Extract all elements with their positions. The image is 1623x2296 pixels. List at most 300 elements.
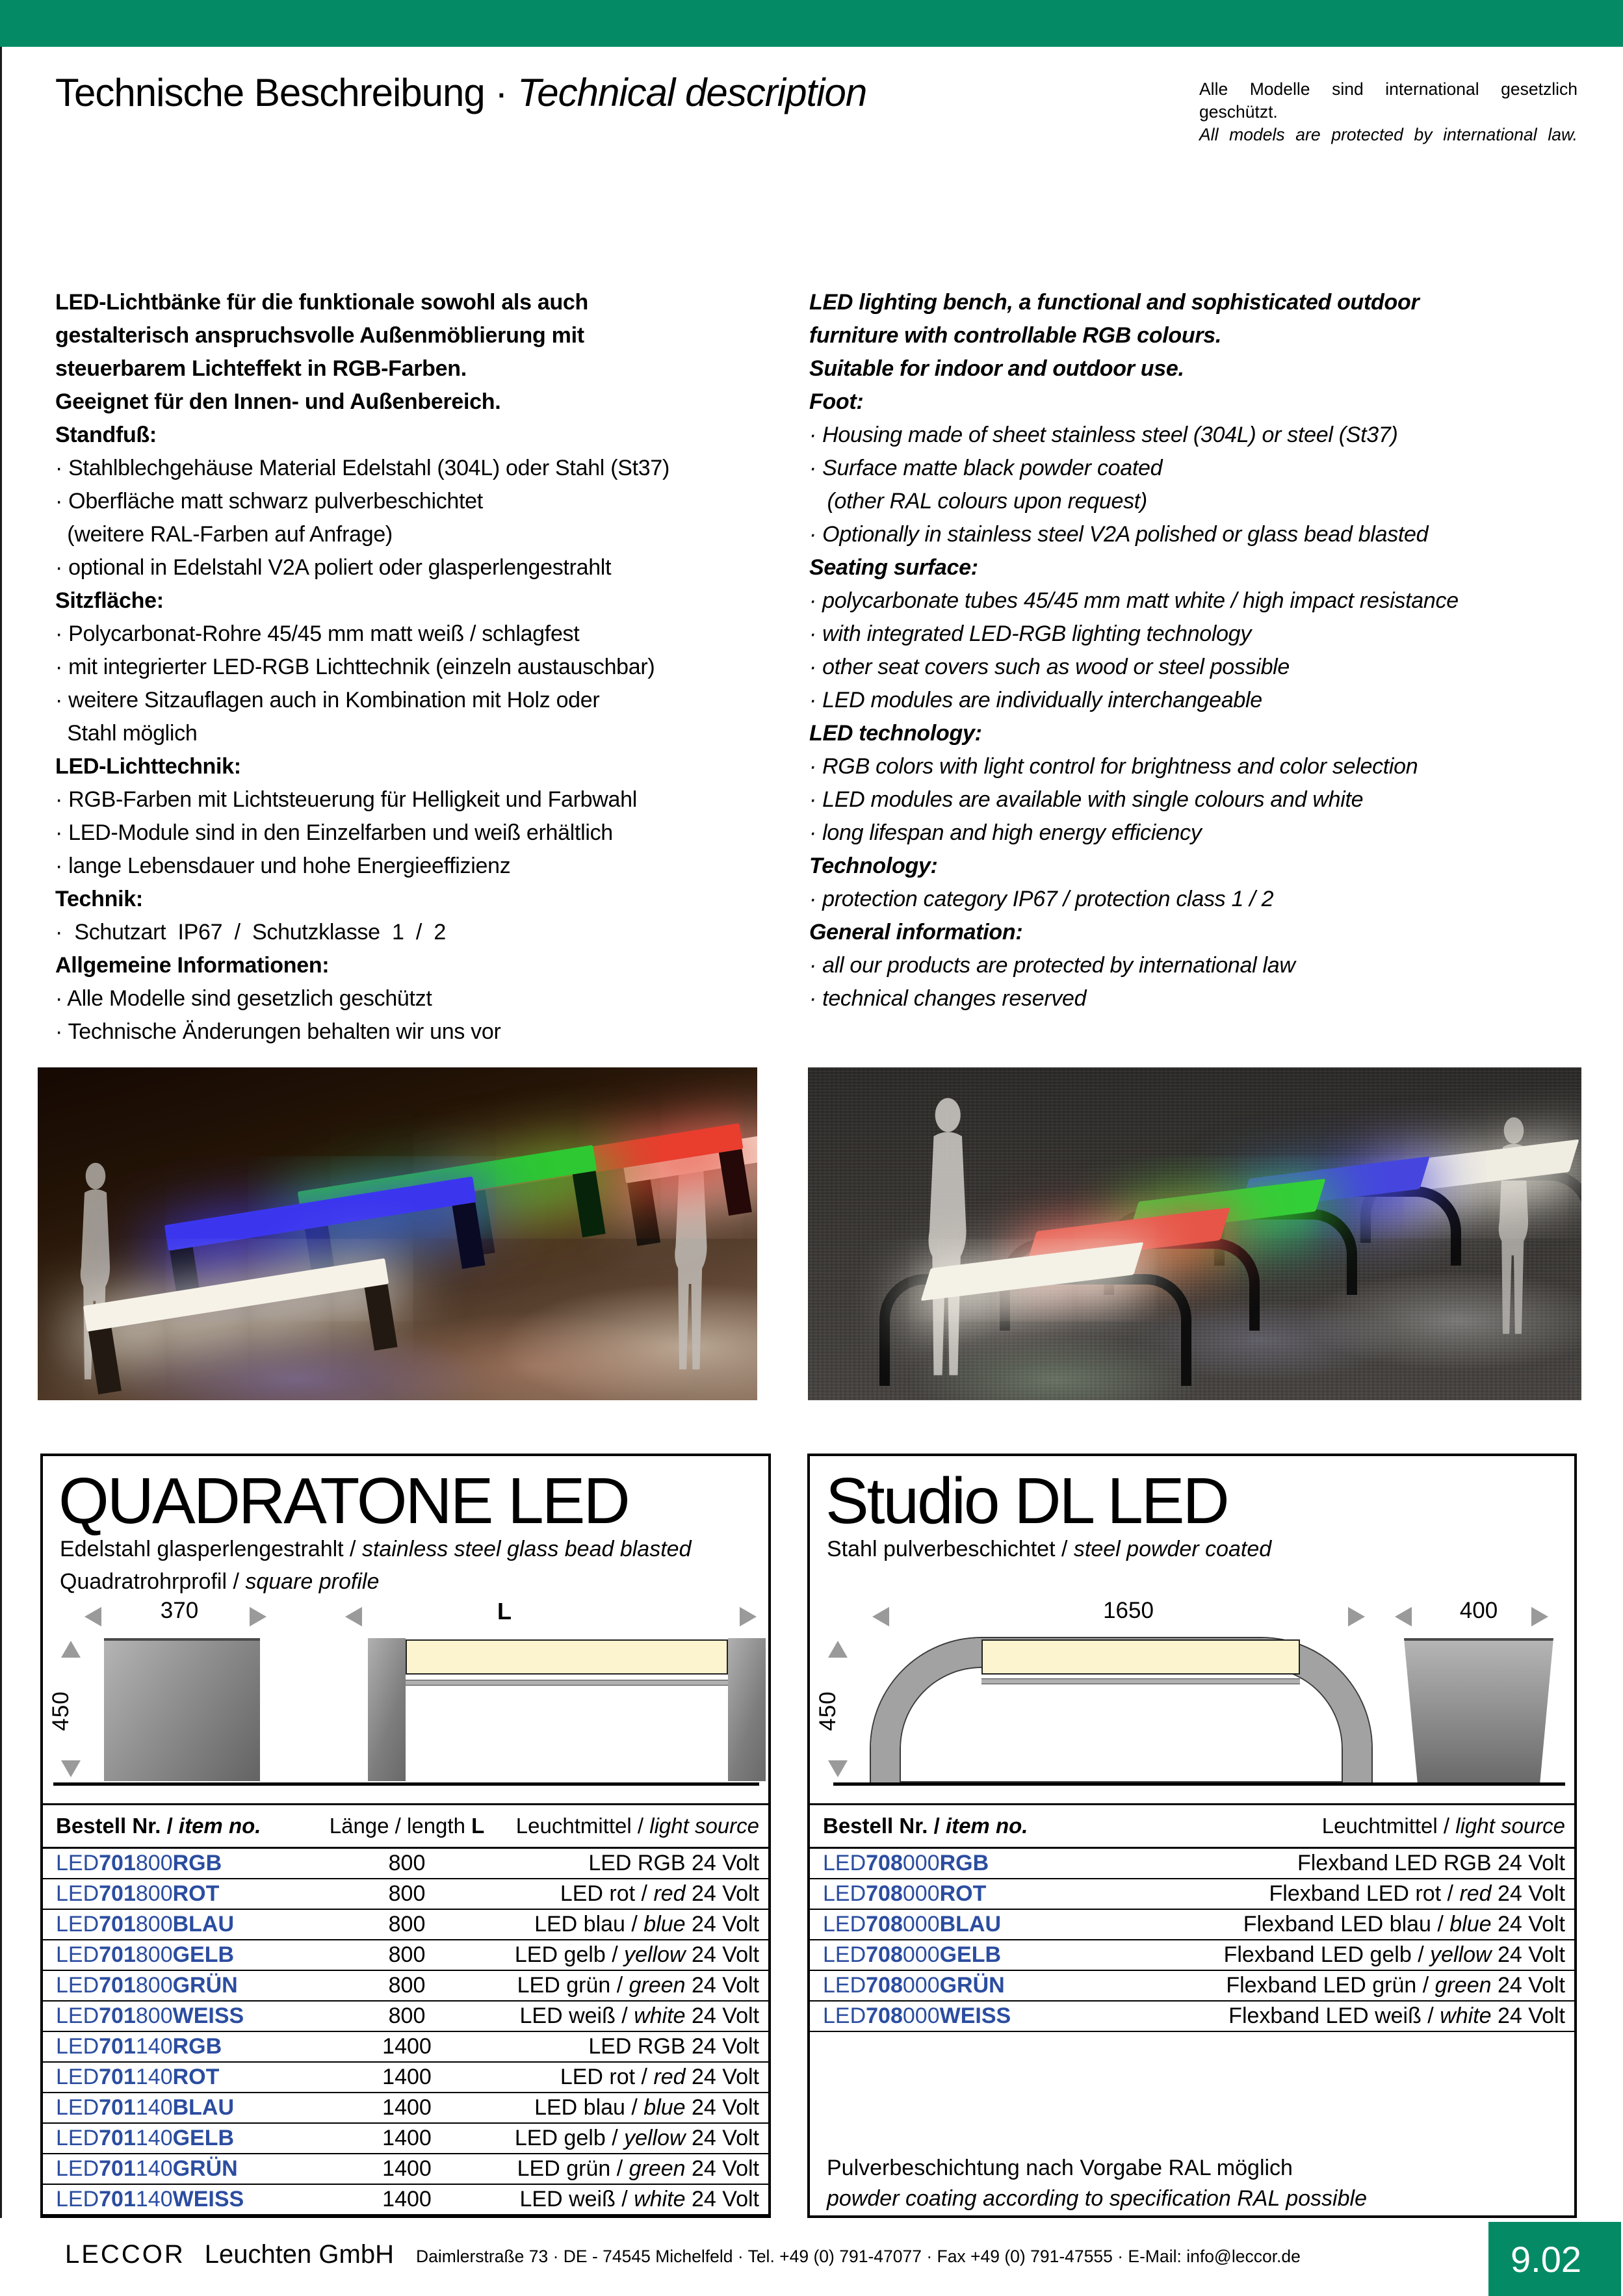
text-line: · Schutzart IP67 / Schutzklasse 1 / 2 [55, 920, 446, 945]
arrow-down-icon [828, 1760, 848, 1777]
text-line: · RGB-Farben mit Lichtsteuerung für Helligkeit und Farbwahl [55, 787, 638, 812]
text-segment: 800 [135, 2003, 173, 2028]
text-segment: ROT [939, 1881, 987, 1906]
text-line: Geeignet für den Innen- und Außenbereich. [55, 389, 501, 414]
page-number: 9.02 [1511, 2238, 1581, 2280]
text-segment: 24 Volt [685, 2126, 759, 2150]
seat-underline [981, 1678, 1300, 1684]
text-segment: 800 [135, 1973, 173, 1998]
text-line: (weitere RAL-Farben auf Anfrage) [55, 522, 393, 547]
company-name [65, 2240, 394, 2269]
length-cell: 800 [388, 1973, 426, 1998]
text-line: · LED modules are available with single colours and white [809, 787, 1364, 812]
text-line: Technik: [55, 887, 143, 911]
dim-height-label: 450 [48, 1691, 73, 1731]
text-segment: LED blau / [534, 2095, 644, 2120]
intro-text-english [809, 286, 1583, 1015]
text-segment: LED [56, 2126, 99, 2150]
text-segment: Länge / length [329, 1814, 472, 1838]
dim-height-label: 450 [815, 1691, 840, 1731]
text-line: · polycarbonate tubes 45/45 mm matt white / high impact resistance [809, 588, 1459, 613]
text-segment: white [634, 2003, 686, 2028]
foot-end-view [104, 1638, 260, 1781]
page-title-en: Technical description [517, 71, 867, 114]
text-segment: yellow [1430, 1942, 1492, 1967]
ground-line [53, 1782, 759, 1786]
text-segment: LED [56, 1942, 99, 1967]
text-segment: 701 [99, 1851, 136, 1875]
text-line: · Polycarbonat-Rohre 45/45 mm matt weiß / schlagfest [55, 621, 580, 646]
text-segment: 140 [135, 2156, 173, 2181]
quadratone-render-image [38, 1067, 757, 1400]
item-no-cell [810, 1879, 1200, 1909]
text-segment: 000 [902, 1973, 940, 1998]
text-segment: LED [56, 1881, 99, 1906]
text-segment: 701 [99, 2034, 136, 2059]
text-line: · Stahlblechgehäuse Material Edelstahl (304L) oder Stahl (St37) [55, 456, 669, 480]
light-source-cell [485, 2063, 768, 2092]
text-segment: LED [823, 1973, 866, 1998]
text-line: · with integrated LED-RGB lighting technology [809, 621, 1252, 646]
text-segment: LED [823, 1942, 866, 1967]
text-segment: 000 [902, 1912, 940, 1937]
text-segment: WEISS [172, 2187, 244, 2211]
text-segment: 000 [902, 1851, 940, 1875]
text-segment: Bestell Nr. / [56, 1814, 179, 1838]
table-row [810, 2002, 1574, 2032]
text-segment: 000 [902, 1942, 940, 1967]
text-segment: LED RGB 24 Volt [588, 2034, 759, 2059]
text-segment: 140 [135, 2065, 173, 2089]
text-segment: 708 [866, 1973, 903, 1998]
product-title: Studio DL LED [825, 1465, 1228, 1537]
text-line: · Oberfläche matt schwarz pulverbeschichtet [55, 489, 483, 514]
text-segment: LED [56, 2095, 99, 2120]
text-segment: item no. [178, 1814, 261, 1838]
table-row [43, 2002, 768, 2032]
bench-white-front [83, 1258, 389, 1331]
text-segment: 701 [99, 2095, 136, 2120]
text-segment: yellow [624, 1942, 686, 1967]
table-row [43, 1910, 768, 1940]
text-line: Technology: [809, 854, 938, 878]
arrow-right-icon [1348, 1607, 1365, 1626]
seat-surface [406, 1639, 728, 1675]
text-segment: 24 Volt [685, 2065, 759, 2089]
text-segment: 800 [135, 1942, 173, 1967]
text-line: · weitere Sitzauflagen auch in Kombination mit Holz oder [55, 688, 600, 712]
title-separator: · [484, 71, 518, 114]
text-segment: LED [823, 1912, 866, 1937]
arrow-down-icon [61, 1760, 81, 1777]
text-segment: Flexband LED gelb / [1223, 1942, 1431, 1967]
length-cell: 1400 [382, 2065, 432, 2089]
text-line: LED-Lichtbänke für die funktionale sowohl als auch [55, 290, 588, 315]
text-segment: item no. [945, 1814, 1028, 1838]
light-source-cell [485, 1879, 768, 1909]
table-row [810, 1879, 1574, 1910]
text-segment: 000 [902, 1881, 940, 1906]
text-segment: yellow [624, 2126, 686, 2150]
text-line: furniture with controllable RGB colours. [809, 323, 1222, 348]
item-no-cell [43, 1971, 329, 2000]
text-segment: blue [1449, 1912, 1492, 1937]
light-source-cell [1200, 1879, 1574, 1909]
text-segment: 140 [135, 2126, 173, 2150]
text-segment: WEISS [939, 2003, 1011, 2028]
bench-leg-right [728, 1638, 766, 1781]
text-line: Suitable for indoor and outdoor use. [809, 356, 1184, 381]
dim-length-label: 1650 [1103, 1598, 1154, 1623]
studio-spec-box [807, 1454, 1577, 2218]
table-body [43, 1849, 768, 2215]
studio-table [810, 1803, 1574, 2032]
text-line: · LED-Module sind in den Einzelfarben und weiß erhältlich [55, 820, 613, 845]
item-no-cell [43, 2154, 329, 2184]
intro-text-german [55, 286, 796, 1049]
table-row [810, 1849, 1574, 1879]
text-line: · Optionally in stainless steel V2A polished or glass bead blasted [809, 522, 1429, 547]
table-row [43, 2032, 768, 2063]
text-segment: 800 [135, 1881, 173, 1906]
text-segment: 140 [135, 2187, 173, 2211]
length-cell: 800 [388, 1912, 426, 1937]
light-source-cell [485, 1910, 768, 1939]
text-segment: blue [643, 2095, 686, 2120]
text-segment: BLAU [939, 1912, 1002, 1937]
page-title-de: Technische Beschreibung [55, 71, 485, 114]
text-segment: green [1435, 1973, 1492, 1998]
table-row [43, 2185, 768, 2215]
text-segment: Flexband LED grün / [1226, 1973, 1435, 1998]
ral-note [827, 2153, 1367, 2214]
text-segment: GELB [172, 2126, 235, 2150]
text-segment: Stahl pulverbeschichtet / [827, 1537, 1074, 1561]
top-accent-bar [0, 0, 1623, 47]
text-segment: LED [823, 1881, 866, 1906]
text-segment: 701 [99, 1881, 136, 1906]
text-line: General information: [809, 920, 1023, 945]
subtitle-line [60, 1565, 691, 1598]
ground-line [833, 1782, 1565, 1786]
text-segment: Flexband LED weiß / [1228, 2003, 1440, 2028]
item-no-cell [810, 1910, 1200, 1939]
item-no-cell [43, 2124, 329, 2153]
light-source-cell [485, 2185, 768, 2214]
item-no-cell [43, 2032, 329, 2061]
text-segment: WEISS [172, 2003, 244, 2028]
length-cell: 800 [388, 1851, 426, 1875]
arrow-left-icon [84, 1607, 101, 1626]
text-line: Pulverbeschichtung nach Vorgabe RAL möglich [827, 2156, 1293, 2180]
seat-underline [406, 1680, 728, 1686]
text-segment: LED gelb / [514, 1942, 625, 1967]
length-cell: 800 [388, 1942, 426, 1967]
text-segment: 701 [99, 1912, 136, 1937]
text-line: Allgemeine Informationen: [55, 953, 330, 978]
dim-length-label: L [497, 1598, 512, 1624]
text-segment: LED gelb / [514, 2126, 625, 2150]
text-line: · RGB colors with light control for brightness and color selection [809, 754, 1418, 779]
product-subtitle [60, 1533, 691, 1598]
text-segment: 24 Volt [685, 1942, 759, 1967]
quadratone-spec-box [40, 1454, 771, 2218]
table-row [43, 1879, 768, 1910]
bench-leg-left [368, 1638, 406, 1781]
text-segment: LED [56, 2034, 99, 2059]
text-segment: GELB [939, 1942, 1002, 1967]
text-segment: green [629, 1973, 686, 1998]
text-segment: Flexband LED rot / [1269, 1881, 1460, 1906]
text-line: powder coating according to specification RAL possible [827, 2186, 1367, 2211]
item-no-cell [810, 1849, 1200, 1878]
text-line: LED technology: [809, 721, 982, 746]
text-segment: stainless steel glass bead blasted [361, 1537, 692, 1561]
text-segment: 708 [866, 1912, 903, 1937]
text-segment: Edelstahl glasperlengestrahlt / [60, 1537, 362, 1561]
table-row [43, 1971, 768, 2002]
text-line: Stahl möglich [55, 721, 198, 746]
text-segment: 24 Volt [685, 1973, 759, 1998]
dim-width-label: 370 [160, 1598, 199, 1623]
text-segment: Leuchtmittel / [1321, 1814, 1456, 1838]
item-no-cell [810, 2002, 1200, 2031]
item-no-cell [810, 1940, 1200, 1970]
table-row [43, 2093, 768, 2124]
company-logo-text: LECCOR [65, 2240, 185, 2269]
length-cell: 1400 [382, 2156, 432, 2181]
text-line: · long lifespan and high energy efficiency [809, 820, 1202, 845]
text-line: · Alle Modelle sind gesetzlich geschützt [55, 986, 432, 1011]
text-segment: L [471, 1814, 485, 1838]
text-segment: green [629, 2156, 686, 2181]
light-source-cell [485, 1849, 768, 1878]
text-segment: 24 Volt [685, 2156, 759, 2181]
text-segment: 701 [99, 2065, 136, 2089]
text-segment: 701 [99, 2156, 136, 2181]
arch-bench-white-front [879, 1256, 1191, 1386]
subtitle-line [827, 1533, 1271, 1565]
light-source-cell [485, 2002, 768, 2031]
table-row [43, 1940, 768, 1971]
table-row [810, 1910, 1574, 1940]
text-segment: LED RGB 24 Volt [588, 1851, 759, 1875]
arrow-right-icon [740, 1607, 757, 1626]
text-segment: GRÜN [939, 1973, 1005, 1998]
light-source-cell [1200, 1940, 1574, 1970]
arrow-left-icon [345, 1607, 362, 1626]
text-segment: 701 [99, 1973, 136, 1998]
text-line: · optional in Edelstahl V2A poliert oder glasperlengestrahlt [55, 555, 612, 580]
table-body [810, 1849, 1574, 2032]
text-segment: Leuchtmittel / [515, 1814, 650, 1838]
studio-render-image [808, 1067, 1581, 1400]
text-line: LED-Lichttechnik: [55, 754, 241, 779]
text-segment: LED rot / [560, 1881, 654, 1906]
text-segment: 24 Volt [1491, 1973, 1565, 1998]
table-row [43, 2124, 768, 2154]
foot-end-view [1404, 1638, 1553, 1782]
text-segment: 800 [135, 1912, 173, 1937]
text-segment: red [653, 2065, 686, 2089]
table-row [43, 2154, 768, 2185]
length-cell: 1400 [382, 2095, 432, 2120]
light-source-cell [485, 2124, 768, 2153]
table-header-row [43, 1803, 768, 1849]
text-segment: ROT [172, 1881, 220, 1906]
protection-note [1199, 78, 1578, 146]
text-segment: 24 Volt [685, 2003, 759, 2028]
text-segment: 24 Volt [685, 2187, 759, 2211]
text-line: (other RAL colours upon request) [809, 489, 1147, 514]
text-segment: BLAU [172, 2095, 235, 2120]
subtitle-line [60, 1533, 691, 1565]
light-source-cell [485, 2154, 768, 2184]
product-title: QUADRATONE LED [58, 1465, 629, 1537]
length-cell: 1400 [382, 2187, 432, 2211]
text-segment: light source [1455, 1814, 1565, 1838]
text-segment: Flexband LED blau / [1243, 1912, 1450, 1937]
text-line: · lange Lebensdauer und hohe Energieeffizienz [55, 854, 511, 878]
text-line: · LED modules are individually interchangeable [809, 688, 1262, 712]
text-line: · technical changes reserved [809, 986, 1087, 1011]
text-segment: 24 Volt [685, 2095, 759, 2120]
table-row [43, 1849, 768, 1879]
text-line: steuerbarem Lichteffekt in RGB-Farben. [55, 356, 467, 381]
product-subtitle [827, 1533, 1271, 1565]
quadratone-table [43, 1803, 768, 2215]
text-line: Standfuß: [55, 423, 157, 447]
text-segment: 24 Volt [685, 1881, 759, 1906]
text-segment: LED [823, 2003, 866, 2028]
arrow-up-icon [61, 1641, 81, 1658]
length-cell: 800 [388, 1881, 426, 1906]
text-segment: Bestell Nr. / [823, 1814, 946, 1838]
text-segment: RGB [939, 1851, 989, 1875]
text-line: LED lighting bench, a functional and sophisticated outdoor [809, 290, 1420, 315]
text-segment: 24 Volt [1491, 1942, 1565, 1967]
text-line: gestalterisch anspruchsvolle Außenmöblierung mit [55, 323, 584, 348]
arrow-left-icon [872, 1607, 889, 1626]
light-source-cell [1200, 1971, 1574, 2000]
text-segment: LED [56, 1851, 99, 1875]
text-segment: LED weiß / [519, 2003, 634, 2028]
text-segment: BLAU [172, 1912, 235, 1937]
text-segment: steel powder coated [1073, 1537, 1272, 1561]
text-line: · Housing made of sheet stainless steel (304L) or steel (St37) [809, 423, 1398, 447]
text-segment: LED [56, 2065, 99, 2089]
light-source-cell [485, 1971, 768, 2000]
page-title [55, 70, 866, 115]
item-no-cell [43, 2002, 329, 2031]
item-no-cell [43, 1879, 329, 1909]
item-no-cell [43, 2093, 329, 2122]
text-segment: LED blau / [534, 1912, 644, 1937]
text-segment: 708 [866, 1942, 903, 1967]
item-no-cell [43, 1849, 329, 1878]
item-no-cell [43, 2185, 329, 2214]
light-source-cell [485, 1940, 768, 1970]
text-segment: 701 [99, 1942, 136, 1967]
text-segment: GELB [172, 1942, 235, 1967]
light-source-cell [1200, 2002, 1574, 2031]
text-segment: 800 [135, 1851, 173, 1875]
text-segment: LED [56, 1973, 99, 1998]
text-segment: 24 Volt [1491, 1881, 1565, 1906]
text-segment: ROT [172, 2065, 220, 2089]
text-segment: red [1459, 1881, 1492, 1906]
text-segment: LED grün / [517, 1973, 629, 1998]
text-segment: LED [823, 1851, 866, 1875]
text-segment: GRÜN [172, 1973, 238, 1998]
text-segment: 701 [99, 2126, 136, 2150]
text-segment: 24 Volt [1491, 2003, 1565, 2028]
length-cell: 1400 [382, 2034, 432, 2059]
table-row [810, 1971, 1574, 2002]
text-line: Alle Modelle sind international gesetzlich geschützt. [1199, 79, 1578, 122]
text-segment: LED weiß / [519, 2187, 634, 2211]
item-no-cell [810, 1971, 1200, 2000]
text-line: Seating surface: [809, 555, 978, 580]
table-row [810, 1940, 1574, 1971]
text-line: Foot: [809, 389, 864, 414]
text-segment: square profile [245, 1569, 380, 1594]
text-segment: LED [56, 2187, 99, 2211]
text-segment: 24 Volt [1491, 1912, 1565, 1937]
page-number-badge [1488, 2222, 1621, 2296]
arrow-up-icon [828, 1641, 848, 1658]
arrow-left-icon [1395, 1607, 1412, 1626]
text-line: · protection category IP67 / protection class 1 / 2 [809, 887, 1274, 911]
text-segment: 24 Volt [685, 1912, 759, 1937]
text-segment: LED [56, 1912, 99, 1937]
table-header-row [810, 1803, 1574, 1849]
text-segment: blue [643, 1912, 686, 1937]
length-cell: 1400 [382, 2126, 432, 2150]
text-segment: 701 [99, 2187, 136, 2211]
text-segment: GRÜN [172, 2156, 238, 2181]
text-segment: white [1440, 2003, 1492, 2028]
text-segment: 708 [866, 1881, 903, 1906]
header-light-source [485, 1805, 768, 1847]
text-segment: LED rot / [560, 2065, 654, 2089]
text-line: · Surface matte black powder coated [809, 456, 1163, 480]
light-source-cell [1200, 1910, 1574, 1939]
text-segment: 701 [99, 2003, 136, 2028]
text-segment: 140 [135, 2095, 173, 2120]
text-line: · Technische Änderungen behalten wir uns vor [55, 1019, 501, 1044]
text-segment: red [653, 1881, 686, 1906]
text-line: · other seat covers such as wood or steel possible [809, 655, 1290, 679]
text-segment: LED grün / [517, 2156, 629, 2181]
header-item-no [810, 1805, 1200, 1847]
text-line: Sitzfläche: [55, 588, 164, 613]
header-item-no [43, 1805, 329, 1847]
company-address: Daimlerstraße 73 · DE - 74545 Michelfeld · Tel. +49 (0) 791-47077 · Fax +49 (0) 791-47555 · E-Mail: info@leccor.de [416, 2247, 1301, 2266]
text-segment: RGB [172, 1851, 222, 1875]
text-segment: 708 [866, 2003, 903, 2028]
text-segment: 708 [866, 1851, 903, 1875]
text-segment: Quadratrohrprofil / [60, 1569, 246, 1594]
dim-width-label: 400 [1459, 1598, 1498, 1623]
text-line: · mit integrierter LED-RGB Lichttechnik (einzeln austauschbar) [55, 655, 655, 679]
header-light-source [1200, 1805, 1574, 1847]
text-segment: LED [56, 2156, 99, 2181]
text-line: · all our products are protected by international law [809, 953, 1295, 978]
text-segment: 000 [902, 2003, 940, 2028]
header-length [329, 1805, 485, 1847]
arrow-right-icon [250, 1607, 266, 1626]
